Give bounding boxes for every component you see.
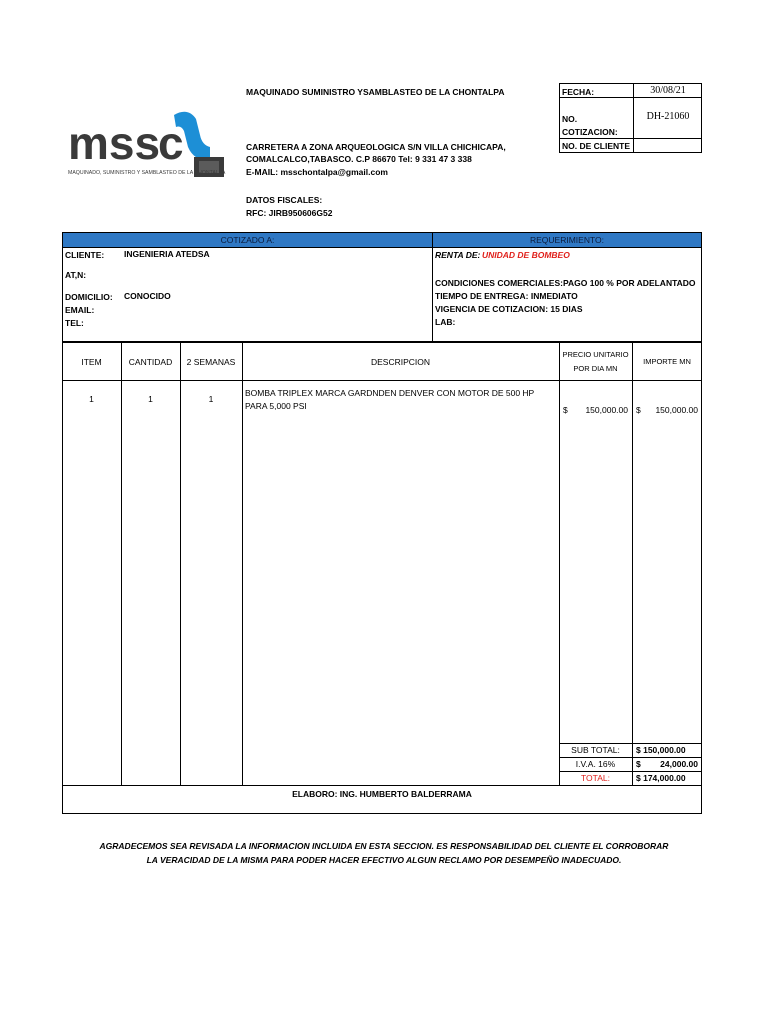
disclaimer-line-1: AGRADECEMOS SEA REVISADA LA INFORMACION INCLUIDA EN ESTA SECCION. ES RESPONSABILIDAD DEL CLIENTE EL CORROBORAR <box>99 841 669 851</box>
iva-label: I.V.A. 16% <box>575 759 616 769</box>
row-importe-currency: $ <box>636 405 641 415</box>
disclaimer-line-2: LA VERACIDAD DE LA MISMA PARA PODER HACER EFECTIVO ALGUN RECLAMO POR DESEMPEÑO INADECUADO. <box>146 855 622 865</box>
svg-text:c: c <box>158 117 184 169</box>
row-descripcion-1: BOMBA TRIPLEX MARCA GARDNDEN DENVER CON MOTOR DE 500 HP <box>245 388 535 398</box>
header-precio-dia: POR DIA MN <box>573 364 618 373</box>
elaboro-line: ELABORO: ING. HUMBERTO BALDERRAMA <box>292 789 472 799</box>
company-address-1: CARRETERA A ZONA ARQUEOLOGICA S/N VILLA CHICHICAPA, <box>246 142 506 152</box>
logo-caption: MAQUINADO, SUMINISTRO Y SAMBLASTEO DE LA CHONTALPA <box>68 170 226 176</box>
cliente-no-label: NO. DE CLIENTE <box>562 141 631 151</box>
header-item: ITEM <box>81 357 102 367</box>
fecha-label: FECHA: <box>562 87 595 97</box>
total-value: $ 174,000.00 <box>636 773 686 783</box>
cotizacion-label-1: NO. <box>562 114 578 124</box>
tel-label: TEL: <box>65 318 84 328</box>
email-label: EMAIL: <box>65 305 95 315</box>
header-importe: IMPORTE MN <box>643 357 691 366</box>
header-descripcion: DESCRIPCION <box>370 357 431 367</box>
cliente-label: CLIENTE: <box>65 250 105 260</box>
cliente-value: INGENIERIA ATEDSA <box>124 249 210 259</box>
header-precio-unitario: PRECIO UNITARIO <box>562 350 629 359</box>
domicilio-value: CONOCIDO <box>124 291 171 301</box>
renta-label: RENTA DE: <box>435 250 481 260</box>
fecha-value: 30/08/21 <box>650 85 686 96</box>
company-address-2: COMALCALCO,TABASCO. C.P 86670 Tel: 9 331 47 3 338 <box>246 154 472 164</box>
row-precio: 150,000.00 <box>585 405 628 415</box>
subtotal-value: $ 150,000.00 <box>636 745 686 755</box>
header-cantidad: CANTIDAD <box>128 357 173 367</box>
company-rfc: RFC: JIRB950606G52 <box>246 208 333 218</box>
row-precio-currency: $ <box>563 405 568 415</box>
row-semanas: 1 <box>208 394 214 404</box>
subtotal-label: SUB TOTAL: <box>571 745 620 755</box>
row-cantidad: 1 <box>148 394 153 404</box>
renta-value: UNIDAD DE BOMBEO <box>482 250 570 260</box>
requerimiento-header: REQUERIMIENTO: <box>433 233 701 247</box>
condiciones-comerciales: CONDICIONES COMERCIALES:PAGO 100 % POR ADELANTADO <box>435 278 696 288</box>
lab-label: LAB: <box>435 317 456 327</box>
company-logo <box>66 101 230 183</box>
row-importe: 150,000.00 <box>655 405 698 415</box>
fiscal-label: DATOS FISCALES: <box>246 195 323 205</box>
company-name: MAQUINADO SUMINISTRO YSAMBLASTEO DE LA CHONTALPA <box>246 87 505 97</box>
atn-label: AT,N: <box>65 270 87 280</box>
iva-currency: $ <box>636 759 641 769</box>
cotizacion-label-2: COTIZACION: <box>562 127 618 137</box>
row-item: 1 <box>89 394 94 404</box>
cotizado-header: COTIZADO A: <box>63 233 432 247</box>
tiempo-entrega: TIEMPO DE ENTREGA: INMEDIATO <box>435 291 578 301</box>
vigencia-cotizacion: VIGENCIA DE COTIZACION: 15 DIAS <box>435 304 583 314</box>
cotizacion-value: DH-21060 <box>646 111 690 122</box>
company-email: E-MAIL: msschontalpa@gmail.com <box>246 167 388 177</box>
iva-value: 24,000.00 <box>660 759 698 769</box>
svg-text:mss: mss <box>68 117 161 169</box>
row-descripcion-2: PARA 5,000 PSI <box>245 401 307 411</box>
header-semanas: 2 SEMANAS <box>186 357 236 367</box>
domicilio-label: DOMICILIO: <box>65 292 113 302</box>
total-label: TOTAL: <box>581 773 610 783</box>
